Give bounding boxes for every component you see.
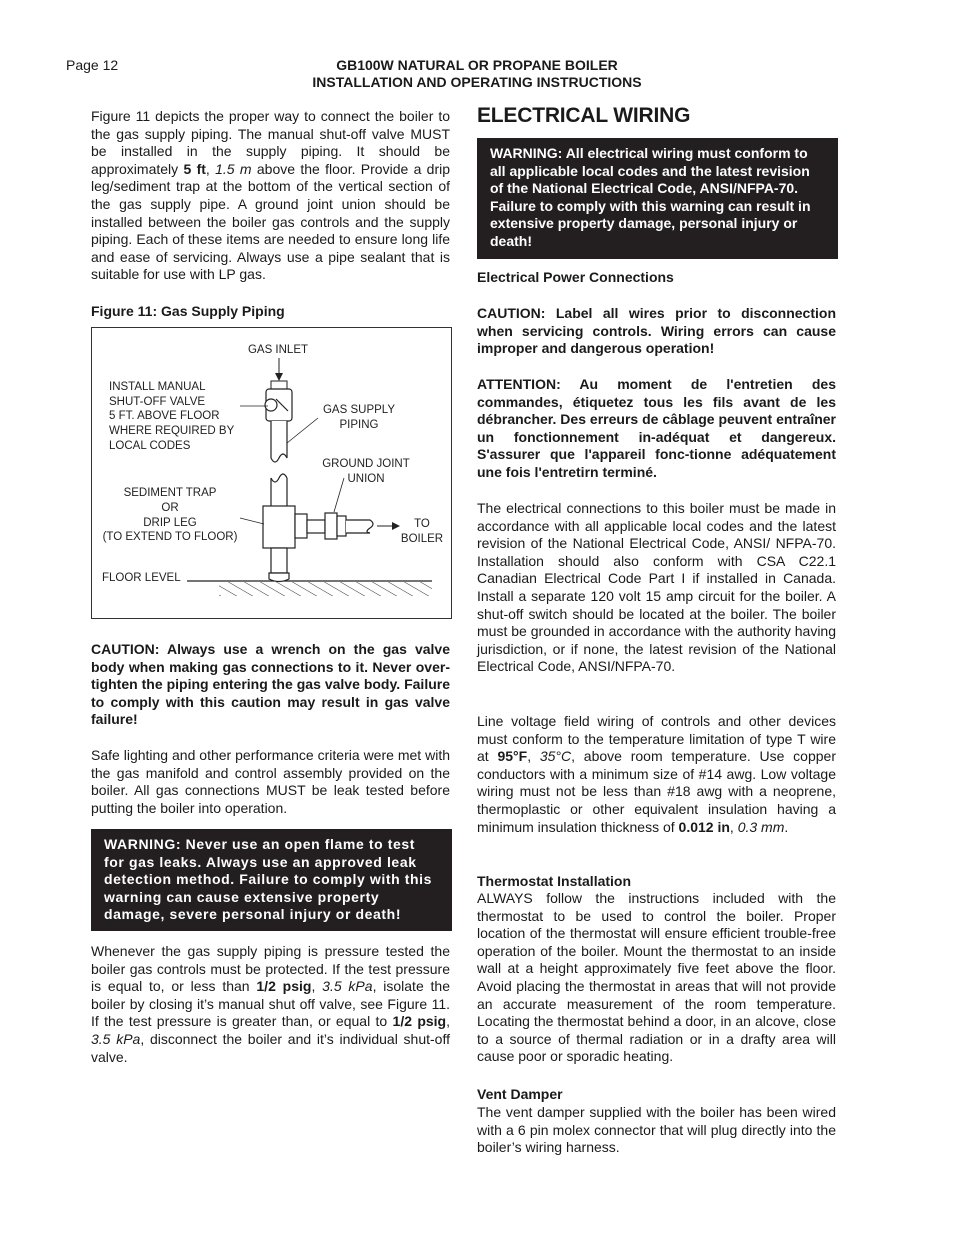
gas-supply-piping-figure [91,327,452,619]
intro-text-5ft: 5 ft [183,160,206,177]
label-union-1: GROUND JOINT [322,458,410,470]
horizontal-pipe [307,520,325,533]
gas-inlet-arrowhead [275,373,283,381]
label-floor-level: FLOOR LEVEL [102,572,181,584]
wiring-caution: CAUTION: Label all wires prior to disconnection when servicing controls. Wiring errors can cause improper and dangerous operation! [477,305,836,357]
french-attention: ATTENTION: Au moment de l'entretien des commandes, étiquetez tous les fils avant de les débrancher. Des erreurs de câblage peuvent entraîner un fonctionnement in-adéquat et dangereux. S'assurer que l'appareil fonc-tionne adéquatement une fois l'entretirn terminé. [477,376,836,480]
floor-hatch [219,582,432,596]
to-boiler-arrowhead [392,522,400,530]
line-text-metric: 0.3 mm [737,818,785,835]
label-valve-5: LOCAL CODES [109,440,191,452]
label-valve-4: WHERE REQUIRED BY [109,425,235,437]
line-text-c: , [527,748,540,765]
label-union-2: UNION [347,473,385,485]
pressure-text-psig-2: 1/2 psig [392,1013,447,1030]
line-text-e: , above room temperature. Use copper conductors with a minimum size of #14 awg. Low voltage wiring must not be less than #18 awg with a neoprene, thermoplastic or other equivalent insulation having a minimum insulation thickness of [477,748,836,835]
valve-handle [265,399,277,411]
intro-text-e: above the floor. Provide a drip leg/sediment trap at the bottom of the vertical section of the gas supply pipe. A ground joint union should be installed between the boiler gas controls and the supply piping. Each of these items are needed to ensure long life and ease of servicing. Always use a pipe sealant that is suitable for use with LP gas. [91,160,451,283]
safe-lighting-paragraph: Safe lighting and other performance criteria were met with the gas manifold and control assembly provided on the boiler. All gas connections MUST be leak tested before putting the boiler into operation. [91,747,450,816]
pressure-test-paragraph [91,943,450,1066]
label-to: TO [414,518,430,530]
electrical-wiring-title: ELECTRICAL WIRING [477,104,691,127]
intro-text-c: , [205,160,216,177]
line-text-95f: 95°F [497,748,528,765]
thermostat-paragraph: ALWAYS follow the instructions included with the thermostat to be used to control the boiler. Proper location of the thermostat will ensure efficient trouble-free operation of the boiler. Mount the thermostat to an inside wall at a height approximately five feet above the floor. Avoid placing the thermostat in areas that will not provide an accurate measurement of the room temperature. Locating the thermostat behind a door, in an alcove, close to a source of thermal radiation or in a drafty area will cause poor or sporadic heating. [477,890,836,1065]
gas-connection-paragraph [91,108,450,284]
thermostat-heading: Thermostat Installation [477,873,632,889]
document-header [240,57,714,91]
figure-caption: Figure 11: Gas Supply Piping [91,303,285,319]
label-valve-1: INSTALL MANUAL [109,381,206,393]
power-connections-heading: Electrical Power Connections [477,269,674,285]
electrical-warning-box: WARNING: All electrical wiring must conform to all applicable local codes and the latest revision of the National Electrical Code, ANSI/NFPA-70. Failure to comply with this warning can result in extensive property damage, personal injury or death! [477,138,838,259]
label-gas-inlet: GAS INLET [247,344,309,356]
upper-supply-pipe [271,421,287,462]
vent-damper-paragraph: The vent damper supplied with the boiler has been wired with a 6 pin molex connector that will plug directly into the boiler’s wiring harness. [477,1104,836,1156]
boiler-pipe [346,520,373,533]
vent-damper-heading: Vent Damper [477,1086,563,1102]
drip-leg-pipe [271,548,287,573]
pressure-text-c: , [311,978,323,995]
line-voltage-paragraph [477,713,836,836]
label-trap-3: DRIP LEG [143,517,197,529]
intro-text-metric: 1.5 m [215,160,252,177]
label-supply-1: GAS SUPPLY [322,404,396,416]
pressure-text-i: , disconnect the boiler and it’s individual shut-off valve. [91,1030,450,1065]
header-title-line-2: INSTALLATION AND OPERATING INSTRUCTIONS [312,74,642,90]
line-text-g: , [729,818,738,835]
gas-leak-warning-box: WARNING: Never use an open flame to test for gas leaks. Always use an approved leak detection method. Failure to comply with this warning can cause extensive property damage, severe personal injury or death! [91,829,452,931]
pressure-text-kpa-1: 3.5 kPa [322,978,373,995]
line-text-35c: 35°C [539,748,572,765]
label-trap-1: SEDIMENT TRAP [123,487,217,499]
label-valve-2: SHUT-OFF VALVE [109,396,206,408]
line-text-thickness: 0.012 in [678,818,730,835]
tee-fitting [263,506,295,548]
page-number: Page 12 [66,57,119,73]
pipe-break-lower [271,474,287,482]
pressure-text-e: , isolate the boiler by closing it’s manual shut off valve, see Figure 11. If the test pressure is greater than, or equal to [91,978,451,1030]
drip-leg-cap [269,573,289,582]
union-leader [334,478,344,512]
union-right [337,516,346,536]
label-valve-3: 5 FT. ABOVE FLOOR [109,410,220,422]
header-title-line-1: GB100W NATURAL OR PROPANE BOILER [336,57,618,73]
line-text-i: . [784,818,789,835]
pressure-text-g: , [446,1013,450,1030]
gas-supply-piping-diagram [92,328,453,620]
gas-valve-caution: CAUTION: Always use a wrench on the gas valve body when making gas connections to it. Never over-tighten the piping entering the gas valve body. Failure to comply with this caution may result in gas valve failure! [91,641,450,728]
union-left [325,513,337,539]
label-trap-2: OR [161,502,179,514]
label-trap-4: (TO EXTEND TO FLOOR) [102,531,238,543]
pressure-text-a: Whenever the gas supply piping is pressure tested the boiler gas controls must be protected. If the test pressure is equal to, or less than [91,943,450,995]
line-text-a: Line voltage field wiring of controls and other devices must conform to the temperature limitation of type T wire at [477,713,836,765]
label-boiler: BOILER [400,533,444,545]
trap-leader [240,518,264,524]
top-pipe [271,381,287,389]
supply-leader [287,418,318,443]
pressure-text-psig-1: 1/2 psig [256,978,312,995]
tee-side-outlet [295,514,307,538]
electrical-connections-paragraph: The electrical connections to this boiler must be made in accordance with all applicable local codes and the latest revision of the National Electrical Code, ANSI/ NFPA-70. Installation should also conform with CSA C22.1 Canadian Electrical Code Part I if installed in Canada. Install a separate 120 volt 15 amp circuit for the boiler. A shut-off switch should be located at the boiler. The boiler must be grounded in accordance with the authority having jurisdiction, or if none, the latest revision of the National Electrical Code, ANSI/NFPA-70. [477,500,836,675]
label-supply-2: PIPING [339,419,379,431]
intro-text-a: Figure 11 depicts the proper way to connect the boiler to the gas supply piping. The manual shut-off valve MUST be installed in the supply piping. It should be approximately [91,108,450,177]
pressure-text-kpa-2: 3.5 kPa [91,1030,141,1047]
